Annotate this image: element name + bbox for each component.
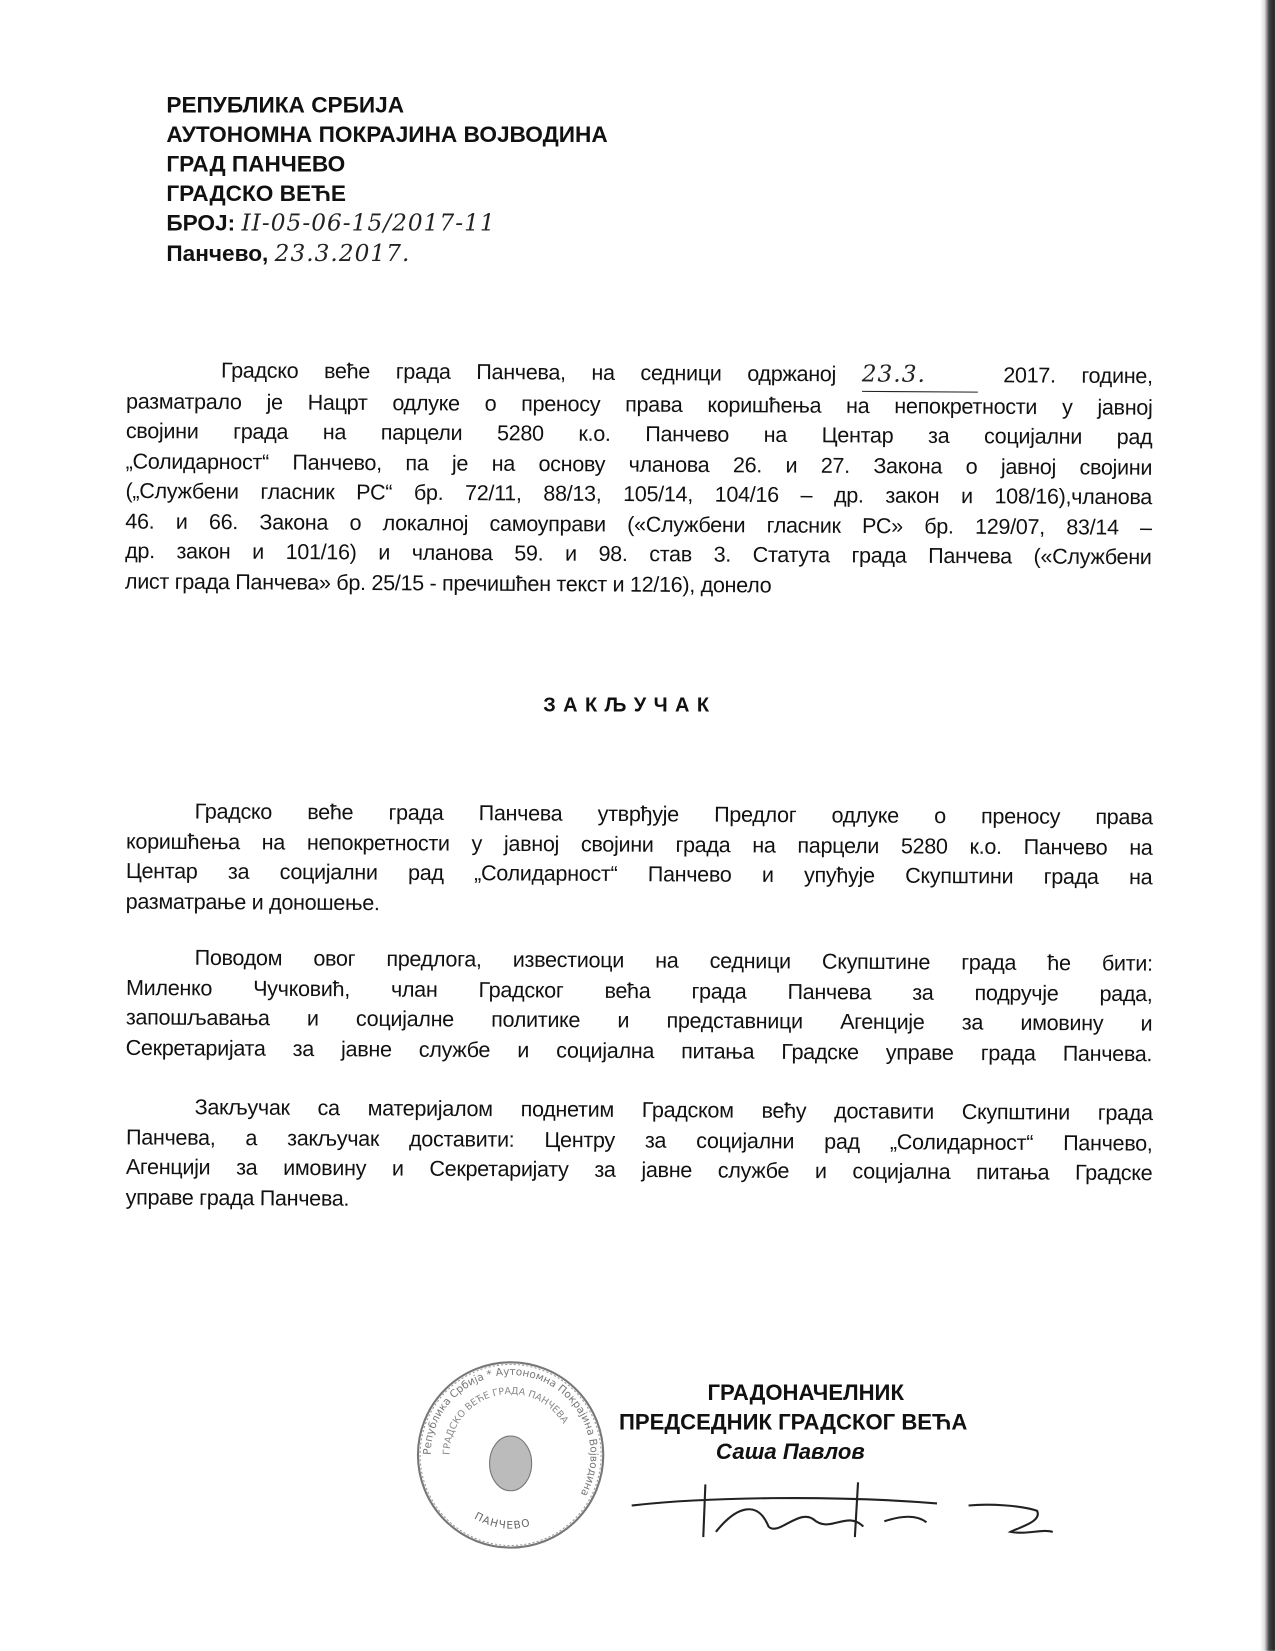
header-line: РЕПУБЛИКА СРБИЈА (166, 92, 405, 118)
document-number (166, 208, 607, 239)
text-line: Агенцији за имовину и Секретаријату за јавне службе и социјална питања Градске (125, 1154, 1153, 1186)
text-line: Секретаријата за јавне службе и социјална питања Градске управе града Панчева. (125, 1035, 1153, 1066)
body-paragraph (126, 1093, 1153, 1219)
text-line: Панчева, а закључак доставити: Центру за социјални рад „Солидарност“ Панчево, (125, 1124, 1153, 1156)
official-seal (416, 1360, 606, 1550)
body-paragraph (126, 797, 1153, 923)
document-title: ЗАКЉУЧАК (543, 694, 717, 717)
session-date-handwritten: 23.3. (862, 360, 978, 392)
text-line: Центар за социјални рад „Солидарност“ Панчево и упућује Скупштини града на (125, 859, 1153, 890)
text-line: лист града Панчева» бр. 25/15 - пречишћен текст и 12/16), донело (124, 569, 772, 598)
text-line: Градско веће града Панчева, на седници одржаној 23.3. 2017. године, (126, 356, 1153, 393)
body-paragraph (126, 943, 1153, 1069)
svg-text:Република Србија * Аутономна П: Република Србија * Аутономна Покрајина Војводина (421, 1365, 600, 1499)
text-line: 46. и 66. Закона о локалној самоуправи («Службени гласник РС» бр. 129/07, 83/14 – (125, 509, 1152, 540)
text-line: Градско веће града Панчева утврђује Предлог одлуке о преносу права (194, 799, 1153, 830)
text-line: Закључак са материјалом поднетим Градском већу доставити Скупштини града (194, 1095, 1153, 1126)
text-line: својини града на парцели 5280 к.о. Панчево на Центар за социјални рад (125, 419, 1153, 450)
document-date (166, 239, 607, 270)
intro-paragraph (125, 356, 1153, 603)
text-line: запошљавања и социјалне политике и представници Агенције за имовину и (125, 1005, 1153, 1036)
scan-edge (1260, 0, 1275, 1651)
handwritten-signature (621, 1474, 1063, 1548)
header-line: АУТОНОМНА ПОКРАЈИНА ВОЈВОДИНА (166, 122, 608, 148)
text-line: Миленко Чучковић, члан Градског већа града Панчева за подручје рада, (125, 975, 1153, 1006)
text-line: („Службени гласник РС“ бр. 72/11, 88/13, 105/14, 104/16 – др. закон и 108/16),чланова (125, 479, 1153, 510)
date-handwritten: 23.3.2017. (274, 241, 411, 268)
letterhead (166, 91, 607, 270)
signatory-title: ПРЕДСЕДНИК ГРАДСКОГ ВЕЋА (619, 1410, 968, 1435)
place-label: Панчево, (166, 241, 269, 267)
text-line: Поводом овог предлога, известиоци на седници Скупштине града ће бити: (194, 945, 1153, 976)
text-line: др. закон и 101/16) и чланова 59. и 98. став 3. Статута града Панчева («Службени (125, 539, 1152, 570)
text-line: управе града Панчева. (125, 1184, 350, 1211)
number-label: БРОЈ: (166, 210, 236, 236)
text-line: разматрање и доношење. (125, 889, 380, 915)
text-line: коришћења на непокретности у јавној својини града на парцели 5280 к.о. Панчево на (125, 829, 1153, 860)
text-line: разматрало је Нацрт одлуке о преносу права коришћења на непокретности у јавној (125, 389, 1153, 420)
svg-text:ГРАДСКО ВЕЋЕ ГРАДА ПАНЧЕВА: ГРАДСКО ВЕЋЕ ГРАДА ПАНЧЕВА (441, 1385, 571, 1456)
signatory-title: ГРАДОНАЧЕЛНИК (707, 1381, 904, 1406)
number-handwritten: II-05-06-15/2017-11 (241, 210, 496, 237)
header-line: ГРАД ПАНЧЕВО (166, 151, 346, 177)
text-line: „Солидарност“ Панчево, па је на основу чланова 26. и 27. Закона о јавној својини (125, 449, 1153, 480)
header-line: ГРАДСКО ВЕЋЕ (166, 181, 347, 207)
signatory-name: Саша Павлов (715, 1440, 865, 1465)
svg-text:ПАНЧЕВО: ПАНЧЕВО (472, 1510, 533, 1532)
